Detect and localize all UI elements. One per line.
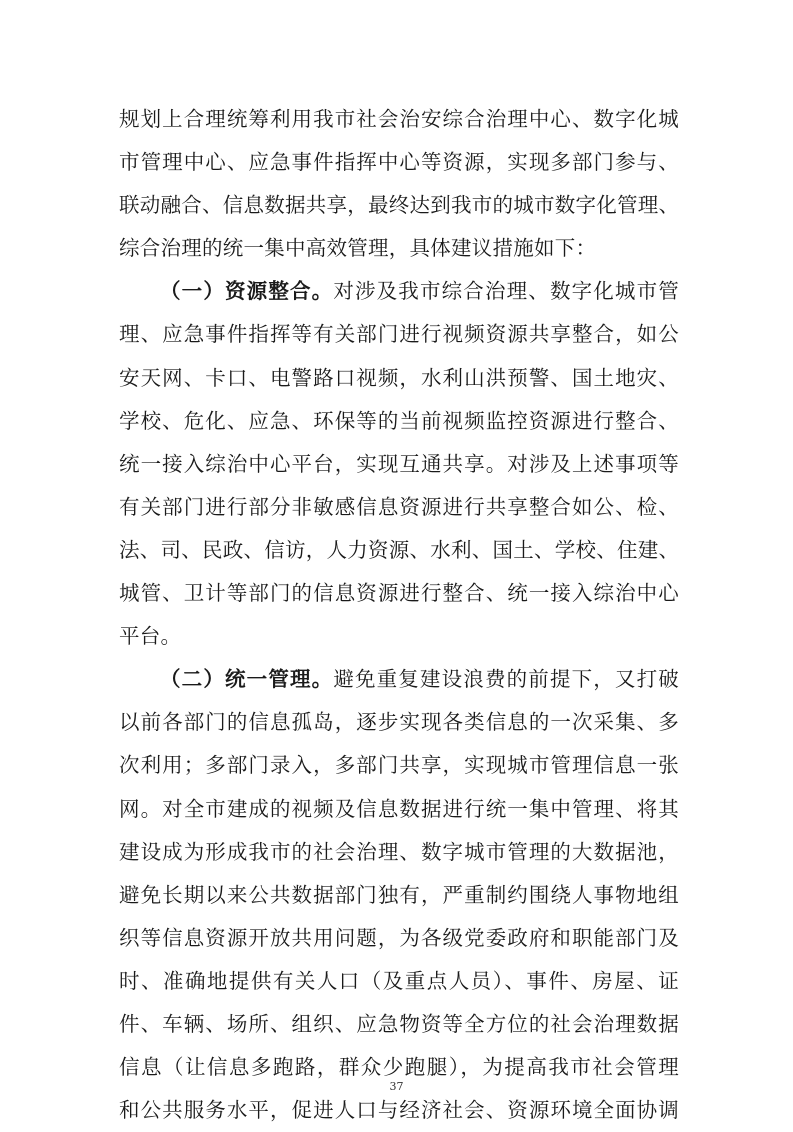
text-line: 综合治理的统一集中高效管理，具体建议措施如下： — [119, 236, 597, 261]
text-line: 时、准确地提供有关人口（及重点人员）、事件、房屋、证 — [119, 968, 679, 993]
text-line: 和公共服务水平，促进人口与经济社会、资源环境全面协调 — [119, 1098, 679, 1123]
text-line: 安天网、卡口、电警路口视频，水利山洪预警、国土地灾、 — [119, 365, 679, 390]
text-line: 以前各部门的信息孤岛，逐步实现各类信息的一次采集、多 — [119, 710, 679, 735]
text-line: 理、应急事件指挥等有关部门进行视频资源共享整合，如公 — [119, 322, 679, 347]
text-line: 建设成为形成我市的社会治理、数字城市管理的大数据池， — [119, 839, 679, 864]
text-line: 城管、卫计等部门的信息资源进行整合、统一接入综治中心 — [119, 581, 679, 606]
text-line: 有关部门进行部分非敏感信息资源进行共享整合如公、检、 — [119, 494, 679, 519]
section-text: 避免重复建设浪费的前提下，又打破 — [333, 667, 680, 692]
text-line: 统一接入综治中心平台，实现互通共享。对涉及上述事项等 — [119, 451, 679, 476]
section-one-first-line — [119, 270, 679, 313]
text-line: 避免长期以来公共数据部门独有，严重制约围绕人事物地组 — [119, 882, 679, 907]
text-line: 平台。 — [119, 624, 182, 649]
section-heading-resource-integration: （一）资源整合。 — [160, 279, 334, 304]
text-line: 次利用；多部门录入，多部门共享，实现城市管理信息一张 — [119, 753, 679, 778]
text-line: 织等信息资源开放共用问题，为各级党委政府和职能部门及 — [119, 925, 679, 950]
text-line: 网。对全市建成的视频及信息数据进行统一集中管理、将其 — [119, 796, 679, 821]
text-line: 规划上合理统筹利用我市社会治安综合治理中心、数字化城 — [119, 107, 679, 131]
text-line: 市管理中心、应急事件指挥中心等资源，实现多部门参与、 — [119, 150, 679, 175]
section-two-first-line — [119, 658, 679, 701]
text-line: 联动融合、信息数据共享，最终达到我市的城市数字化管理、 — [119, 193, 680, 218]
section-text: 对涉及我市综合治理、数字化城市管 — [333, 279, 680, 304]
text-line: 件、车辆、场所、组织、应急物资等全方位的社会治理数据 — [119, 1011, 679, 1036]
text-line: 学校、危化、应急、环保等的当前视频监控资源进行整合、 — [119, 408, 679, 433]
section-heading-unified-management: （二）统一管理。 — [160, 667, 334, 692]
text-line: 信息（让信息多跑路，群众少跑腿），为提高我市社会管理 — [119, 1055, 679, 1080]
page-number: 37 — [389, 1080, 404, 1093]
body-text — [119, 98, 679, 1132]
text-line: 法、司、民政、信访，人力资源、水利、国土、学校、住建、 — [119, 537, 680, 562]
